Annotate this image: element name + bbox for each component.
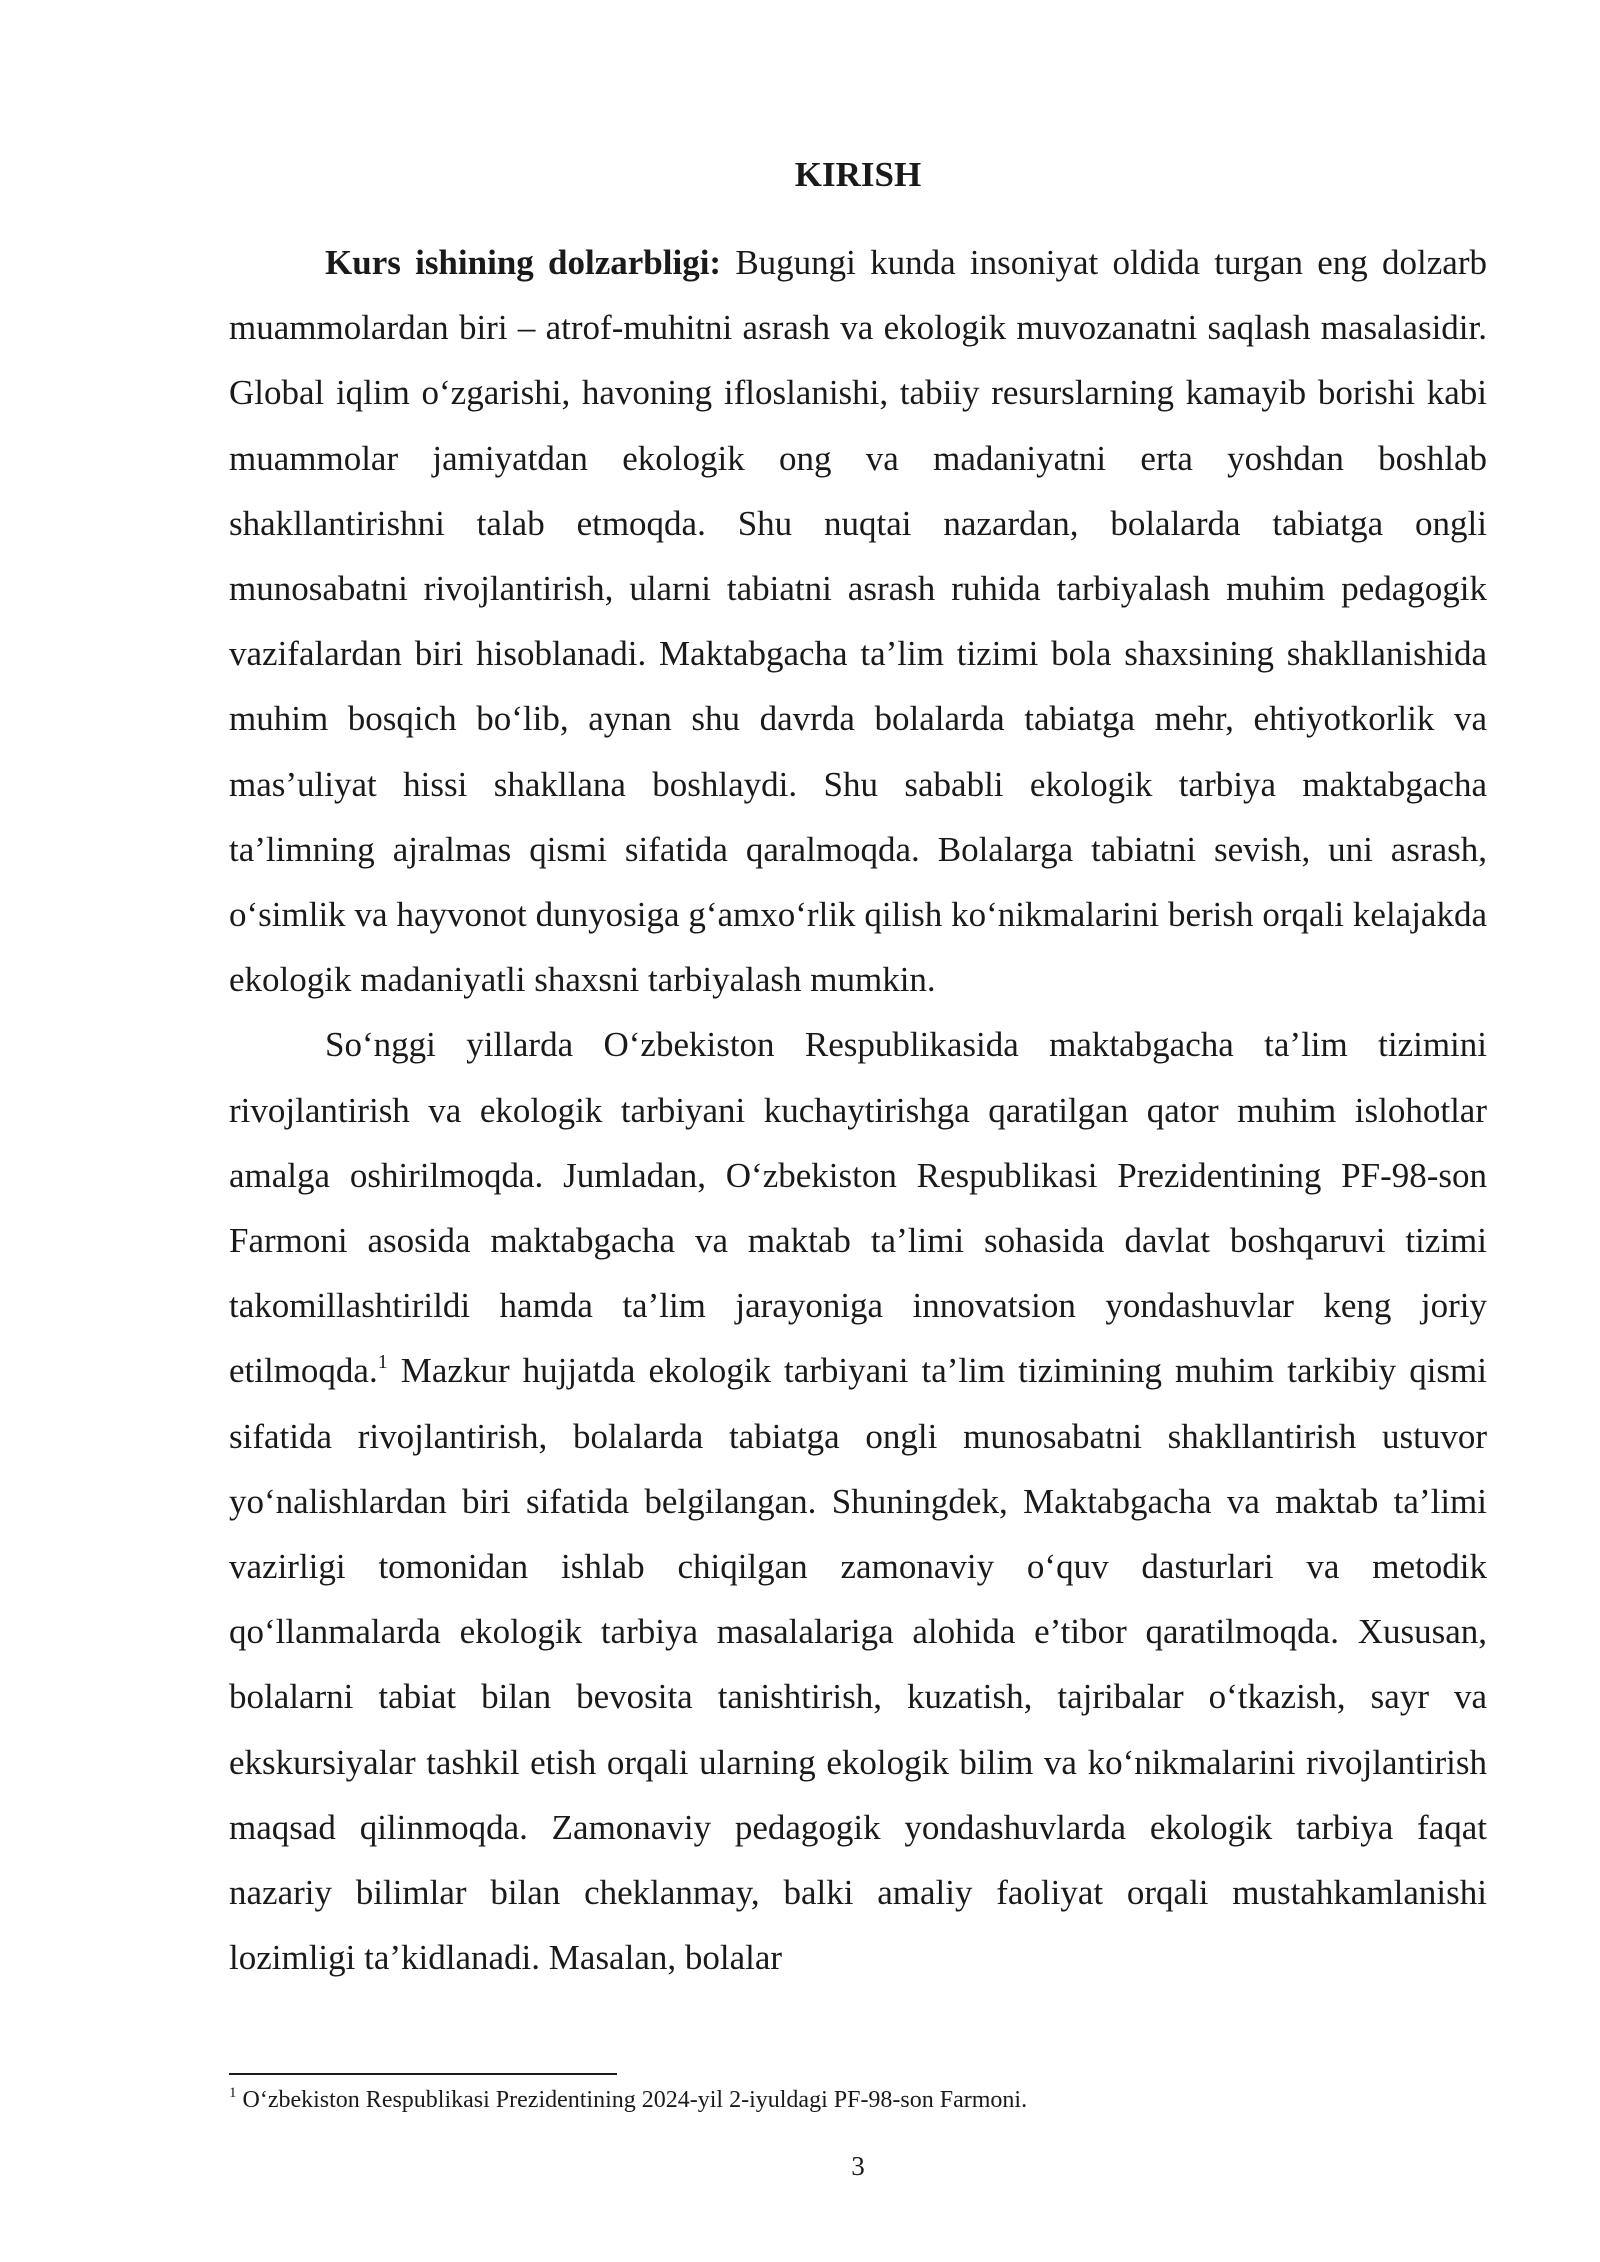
paragraph-reforms <box>229 1012 1487 1990</box>
body-text <box>229 230 1487 1990</box>
footnote <box>229 2082 1487 2118</box>
paragraph-text: Bugungi kunda insoniyat oldida turgan eng dolzarb muammolardan biri – atrof-muhitni asrash va ekologik muvozanatni saqlash masalasidir. Global iqlim oʻzgarishi, havoning ifloslanishi, tabiiy resurslarning kamayib borishi kabi muammolar jamiyatdan ekologik ong va madaniyatni erta yoshdan boshlab shakllantirishni talab etmoqda. Shu nuqtai nazardan, bolalarda tabiatga ongli munosabatni rivojlantirish, ularni tabiatni asrash ruhida tarbiyalash muhim pedagogik vazifalardan biri hisoblanadi. Maktabgacha ta’lim tizimi bola shaxsining shakllanishida muhim bosqich boʻlib, aynan shu davrda bolalarda tabiatga mehr, ehtiyotkorlik va mas’uliyat hissi shakllana boshlaydi. Shu sababli ekologik tarbiya maktabgacha ta’limning ajralmas qismi sifatida qaralmoqda. Bolalarga tabiatni sevish, uni asrash, oʻsimlik va hayvonot dunyosiga gʻamxoʻrlik qilish koʻnikmalarini berish orqali kelajakda ekologik madaniyatli shaxsni tarbiyalash mumkin. <box>229 243 1487 1000</box>
paragraph-text-after-note: Mazkur hujjatda ekologik tarbiyani ta’lim tizimining muhim tarkibiy qismi sifatida rivojlantirish, bolalarda tabiatga ongli munosabatni shakllantirish ustuvor yoʻnalishlardan biri sifatida belgilangan. Shuningdek, Maktabgacha va maktab ta’limi vazirligi tomonidan ishlab chiqilgan zamonaviy oʻquv dasturlari va metodik qoʻllanmalarda ekologik tarbiya masalalariga alohida e’tibor qaratilmoqda. Xususan, bolalarni tabiat bilan bevosita tanishtirish, kuzatish, tajribalar oʻtkazish, sayr va ekskursiyalar tashkil etish orqali ularning ekologik bilim va koʻnikmalarini rivojlantirish maqsad qilinmoqda. Zamonaviy pedagogik yondashuvlarda ekologik tarbiya faqat nazariy bilimlar bilan cheklanmay, balki amaliy faoliyat orqali mustahkamlanishi lozimligi ta’kidlanadi. Masalan, bolalar <box>229 1351 1487 1978</box>
footnote-text: Oʻzbekiston Respublikasi Prezidentining 2024-yil 2-iyuldagi PF-98-son Farmoni. <box>236 2087 1028 2113</box>
footnote-marker: 1 <box>229 2085 237 2101</box>
paragraph-lead: Kurs ishining dolzarbligi: <box>325 243 722 282</box>
paragraph-text-before-note: Soʻnggi yillarda Oʻzbekiston Respublikasida maktabgacha ta’lim tizimini rivojlantirish va ekologik tarbiyani kuchaytirishga qaratilgan qator muhim islohotlar amalga oshirilmoqda. Jumladan, Oʻzbekiston Respublikasi Prezidentining PF-98-son Farmoni asosida maktabgacha va maktab ta’limi sohasida davlat boshqaruvi tizimi takomillashtirildi hamda ta’lim jarayoniga innovatsion yondashuvlar keng joriy etilmoqda. <box>229 1025 1487 1391</box>
footnote-reference: 1 <box>377 1351 388 1374</box>
paragraph-relevance <box>229 230 1487 1012</box>
section-heading: KIRISH <box>794 155 922 194</box>
footnote-separator <box>229 2073 617 2075</box>
page-number: 3 <box>851 2151 865 2181</box>
